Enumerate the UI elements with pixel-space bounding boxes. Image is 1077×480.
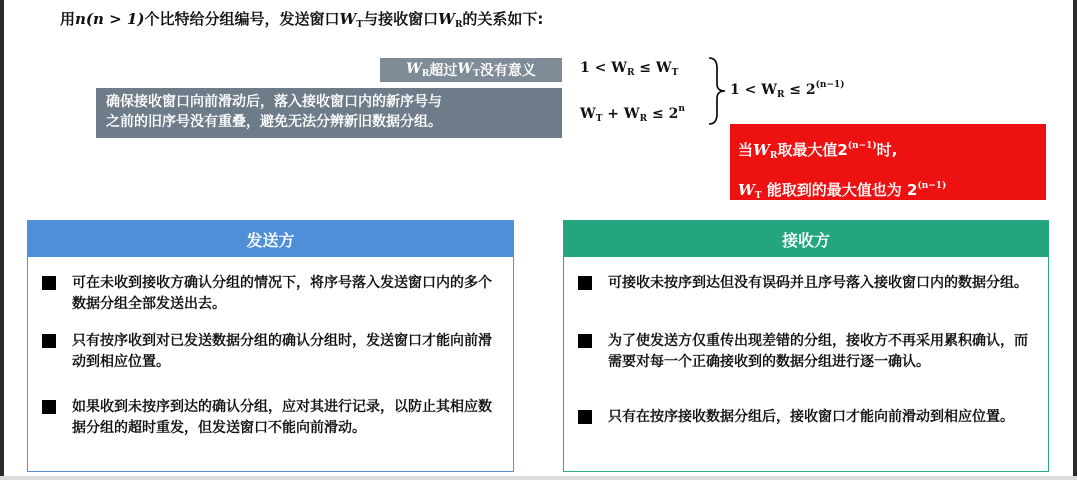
page-title: 用n(n > 1)个比特给分组编号，发送窗口$W_T$与接收窗口$W_R$的关系如下: bbox=[60, 10, 544, 30]
highlight-max-value: 当$W_R$取最大值$2^{(n-1)}$时, $W_T$ 能取到的最大值也为 $2^{(n-1)}$ bbox=[730, 124, 1046, 200]
inequality-wr-le-wt: $1 < W_R \le W_T$ bbox=[580, 60, 679, 78]
bullet-square-icon bbox=[42, 276, 56, 290]
bullet-square-icon bbox=[42, 334, 56, 348]
window-border-right bbox=[1073, 0, 1077, 480]
window-border-left bbox=[0, 0, 4, 480]
receiver-item-3: 只有在按序接收数据分组后，接收窗口才能向前滑动到相应位置。 bbox=[578, 407, 1028, 428]
note-no-meaning: $W_R$ 超过 $W_T$ 没有意义 bbox=[380, 58, 562, 82]
bullet-square-icon bbox=[578, 410, 592, 424]
sender-header: 发送方 bbox=[28, 221, 513, 257]
bullet-square-icon bbox=[578, 276, 592, 290]
inequality-sum-bound: $W_T + W_R \le 2^n$ bbox=[580, 104, 685, 124]
inequality-wr-range: $1 < W_R \le 2^{(n-1)}$ bbox=[730, 80, 845, 100]
sender-item-3: 如果收到未按序到达的确认分组，应对其进行记录，以防止其相应数据分组的超时重发，但发送窗口不能向前滑动。 bbox=[42, 397, 492, 439]
sender-item-1: 可在未收到接收方确认分组的情况下，将序号落入发送窗口内的多个数据分组全部发送出去。 bbox=[42, 273, 492, 315]
window-border-bottom bbox=[0, 476, 1077, 480]
receiver-panel bbox=[563, 220, 1049, 472]
sender-item-2: 只有按序收到对已发送数据分组的确认分组时，发送窗口才能向前滑动到相应位置。 bbox=[42, 331, 492, 373]
receiver-item-1: 可接收未按序到达但没有误码并且序号落入接收窗口内的数据分组。 bbox=[578, 273, 1028, 294]
sender-panel bbox=[27, 220, 514, 472]
highlight-period: 。 bbox=[1034, 176, 1050, 194]
receiver-item-2: 为了使发送方仅重传出现差错的分组，接收方不再采用累积确认，而需要对每一个正确接收到的数据分组进行逐一确认。 bbox=[578, 331, 1028, 373]
receiver-header: 接收方 bbox=[564, 221, 1048, 257]
bullet-square-icon bbox=[578, 334, 592, 348]
note-ensure-no-overlap: 确保接收窗口向前滑动后，落入接收窗口内的新序号与 之前的旧序号没有重叠，避免无法分辨新旧数据分组。 bbox=[96, 88, 562, 138]
right-brace-icon bbox=[706, 56, 728, 126]
bullet-square-icon bbox=[42, 400, 56, 414]
